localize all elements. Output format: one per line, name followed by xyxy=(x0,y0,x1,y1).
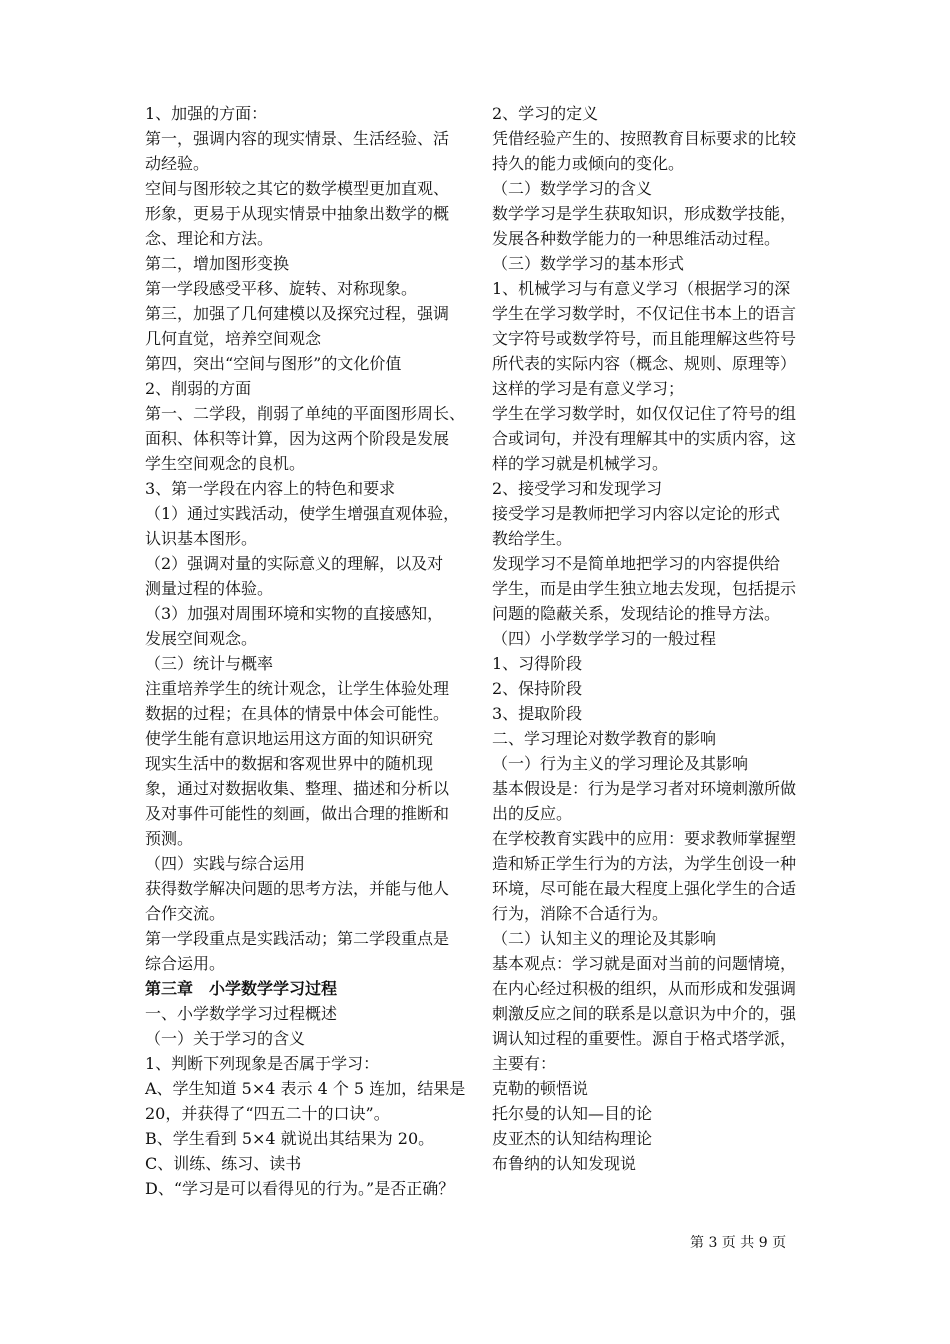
text-line: 数据的过程；在具体的情景中体会可能性。 xyxy=(145,704,450,723)
text-line: 出的反应。 xyxy=(492,804,573,823)
text-line: 基本假设是：行为是学习者对环境刺激所做 xyxy=(492,779,797,798)
text-line: 合或词句，并没有理解其中的实质内容，这 xyxy=(492,429,797,448)
text-line: A、学生知道 5×4 表示 4 个 5 连加，结果是 xyxy=(145,1079,466,1098)
text-line: 1、机械学习与有意义学习（根据学习的深 xyxy=(492,279,791,298)
text-line: 念、理论和方法。 xyxy=(145,229,274,248)
text-line: 造和矫正学生行为的方法，为学生创设一种 xyxy=(492,854,797,873)
text-line: 2、保持阶段 xyxy=(492,679,583,698)
text-line: 20，并获得了“四五二十的口诀”。 xyxy=(145,1104,390,1123)
text-line: 第三，加强了几何建模以及探究过程，强调 xyxy=(145,304,450,323)
left-column xyxy=(145,101,467,1201)
text-line: 接受学习是教师把学习内容以定论的形式 xyxy=(492,504,781,523)
text-line: 第二，增加图形变换 xyxy=(145,254,290,273)
text-line: 测量过程的体验。 xyxy=(145,579,274,598)
text-line: 文字符号或数学符号，而且能理解这些符号 xyxy=(492,329,797,348)
text-line: （三）数学学习的基本形式 xyxy=(492,254,685,273)
text-line: （四）小学数学学习的一般过程 xyxy=(492,629,717,648)
text-line: （三）统计与概率 xyxy=(145,654,274,673)
text-line: （一）关于学习的含义 xyxy=(145,1029,306,1048)
text-line: 空间与图形较之其它的数学模型更加直观、 xyxy=(145,179,450,198)
text-line: 第一，强调内容的现实情景、生活经验、活 xyxy=(145,129,450,148)
text-line: 几何直觉，培养空间观念 xyxy=(145,329,322,348)
text-line: C、训练、练习、读书 xyxy=(145,1154,302,1173)
text-line: 调认知过程的重要性。源自于格式塔学派， xyxy=(492,1029,797,1048)
text-line: 在内心经过积极的组织，从而形成和发强调 xyxy=(492,979,797,998)
text-line: （3）加强对周围环境和实物的直接感知， xyxy=(145,604,444,623)
text-line: 发现学习不是简单地把学习的内容提供给 xyxy=(492,554,781,573)
text-line: （一）行为主义的学习理论及其影响 xyxy=(492,754,749,773)
text-line: 动经验。 xyxy=(145,154,210,173)
text-line: 凭借经验产生的、按照教育目标要求的比较 xyxy=(492,129,797,148)
text-line: 1、加强的方面： xyxy=(145,104,268,123)
right-column xyxy=(492,101,814,1176)
text-line: 托尔曼的认知—目的论 xyxy=(492,1104,653,1123)
text-line: （二）认知主义的理论及其影响 xyxy=(492,929,717,948)
text-line: 第一学段重点是实践活动；第二学段重点是 xyxy=(145,929,450,948)
text-line: 现实生活中的数据和客观世界中的随机现 xyxy=(145,754,434,773)
text-line: 这样的学习是有意义学习； xyxy=(492,379,685,398)
text-line: D、“学习是可以看得见的行为。”是否正确？ xyxy=(145,1179,455,1198)
text-line: 及对事件可能性的刻画，做出合理的推断和 xyxy=(145,804,450,823)
text-line: 2、接受学习和发现学习 xyxy=(492,479,663,498)
text-line: 数学学习是学生获取知识，形成数学技能， xyxy=(492,204,797,223)
text-line: 教给学生。 xyxy=(492,529,573,548)
text-line: B、学生看到 5×4 就说出其结果为 20。 xyxy=(145,1129,435,1148)
text-line: （二）数学学习的含义 xyxy=(492,179,653,198)
text-line: 获得数学解决问题的思考方法，并能与他人 xyxy=(145,879,450,898)
text-line: 预测。 xyxy=(145,829,194,848)
text-line: 在学校教育实践中的应用：要求教师掌握塑 xyxy=(492,829,797,848)
text-line: 2、学习的定义 xyxy=(492,104,599,123)
text-line: 发展空间观念。 xyxy=(145,629,258,648)
text-line: 面积、体积等计算，因为这两个阶段是发展 xyxy=(145,429,450,448)
text-line: 象，通过对数据收集、整理、描述和分析以 xyxy=(145,779,450,798)
text-line: 布鲁纳的认知发现说 xyxy=(492,1154,637,1173)
text-line: 使学生能有意识地运用这方面的知识研究 xyxy=(145,729,434,748)
text-line: 环境，尽可能在最大程度上强化学生的合适 xyxy=(492,879,797,898)
text-line: （2）强调对量的实际意义的理解，以及对 xyxy=(145,554,444,573)
text-line: 合作交流。 xyxy=(145,904,226,923)
page-number: 第 3 页 共 9 页 xyxy=(690,1235,787,1251)
text-line: 行为，消除不合适行为。 xyxy=(492,904,669,923)
text-line: 1、习得阶段 xyxy=(492,654,583,673)
text-line: 克勒的顿悟说 xyxy=(492,1079,589,1098)
text-line: 形象，更易于从现实情景中抽象出数学的概 xyxy=(145,204,450,223)
text-line: 3、提取阶段 xyxy=(492,704,583,723)
text-line: 皮亚杰的认知结构理论 xyxy=(492,1129,653,1148)
text-line: 基本观点：学习就是面对当前的问题情境， xyxy=(492,954,797,973)
text-line: 问题的隐蔽关系，发现结论的推导方法。 xyxy=(492,604,781,623)
text-line: 主要有： xyxy=(492,1054,557,1073)
text-line: 综合运用。 xyxy=(145,954,226,973)
text-line: 刺激反应之间的联系是以意识为中介的，强 xyxy=(492,1004,797,1023)
text-line: 学生空间观念的良机。 xyxy=(145,454,306,473)
text-line: 持久的能力或倾向的变化。 xyxy=(492,154,685,173)
text-line: 2、削弱的方面 xyxy=(145,379,252,398)
text-line: 第一学段感受平移、旋转、对称现象。 xyxy=(145,279,418,298)
chapter-heading: 第三章 小学数学学习过程 xyxy=(145,979,338,998)
text-line: 学生在学习数学时，不仅记住书本上的语言 xyxy=(492,304,797,323)
text-line: 所代表的实际内容（概念、规则、原理等） xyxy=(492,354,797,373)
text-line: 一、小学数学学习过程概述 xyxy=(145,1004,338,1023)
text-line: 发展各种数学能力的一种思维活动过程。 xyxy=(492,229,781,248)
text-line: 学生在学习数学时，如仅仅记住了符号的组 xyxy=(492,404,797,423)
text-line: 学生，而是由学生独立地去发现，包括提示 xyxy=(492,579,797,598)
text-line: （1）通过实践活动，使学生增强直观体验， xyxy=(145,504,460,523)
text-line: （四）实践与综合运用 xyxy=(145,854,306,873)
text-line: 二、学习理论对数学教育的影响 xyxy=(492,729,717,748)
text-line: 1、判断下列现象是否属于学习： xyxy=(145,1054,380,1073)
text-line: 第四，突出“空间与图形”的文化价值 xyxy=(145,354,402,373)
text-line: 第一、二学段，削弱了单纯的平面图形周长、 xyxy=(145,404,466,423)
text-line: 3、第一学段在内容上的特色和要求 xyxy=(145,479,396,498)
text-line: 样的学习就是机械学习。 xyxy=(492,454,669,473)
text-line: 认识基本图形。 xyxy=(145,529,258,548)
text-line: 注重培养学生的统计观念，让学生体验处理 xyxy=(145,679,450,698)
